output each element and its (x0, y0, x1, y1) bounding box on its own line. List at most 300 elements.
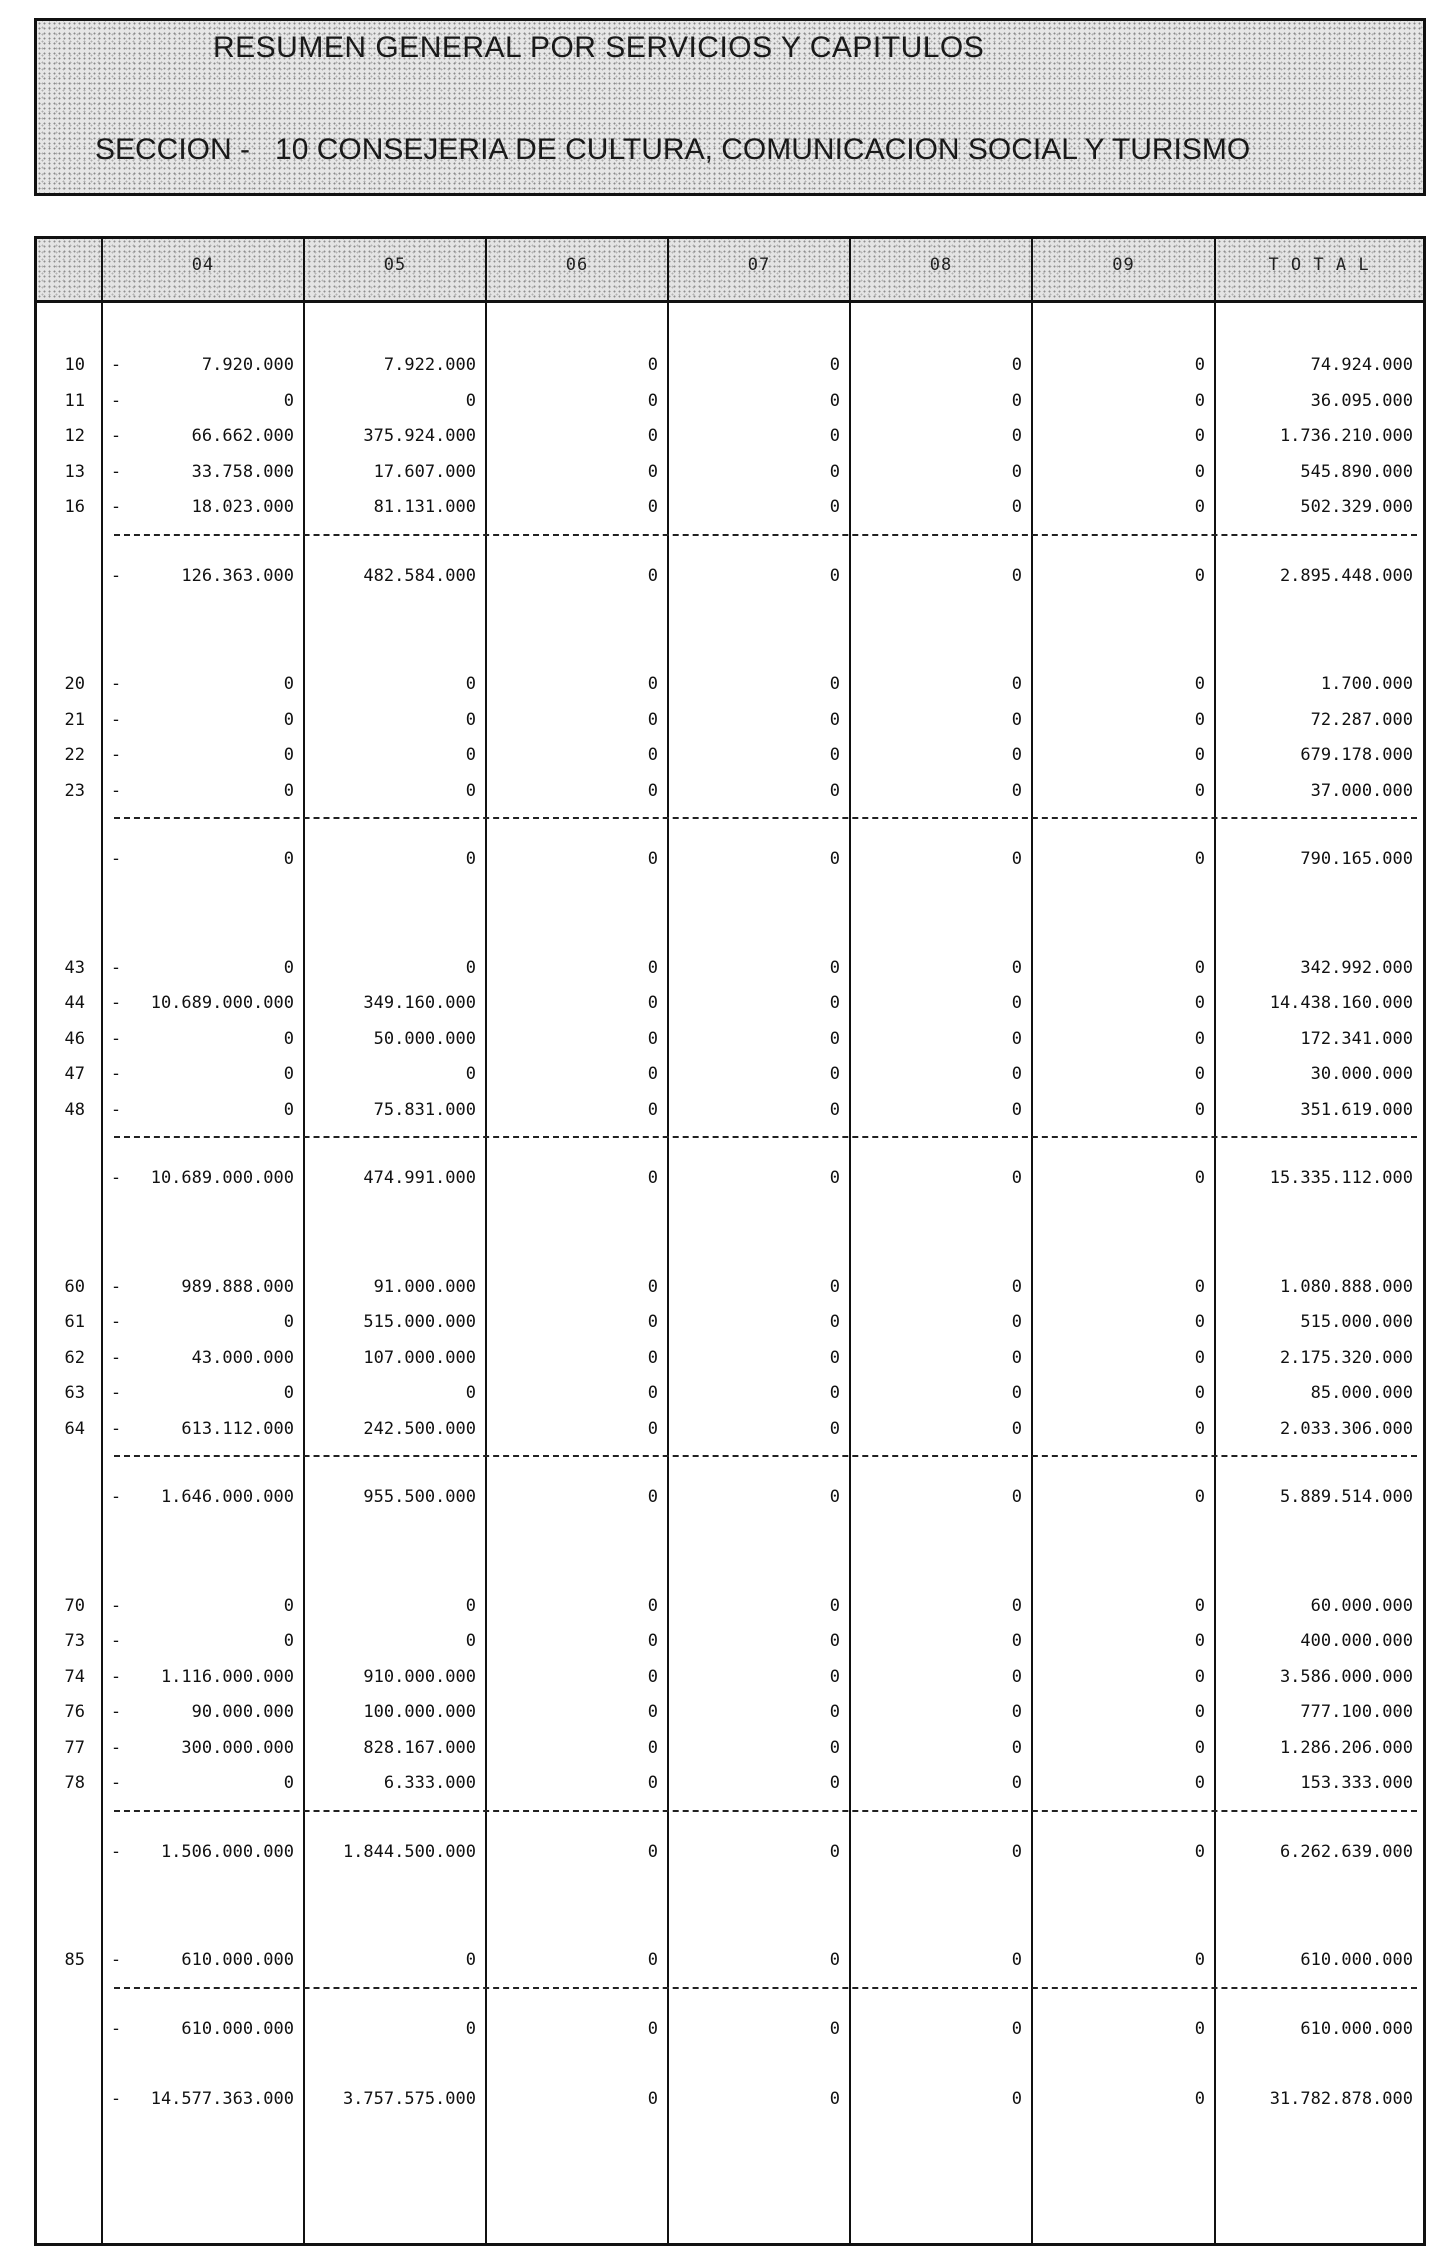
table-cell: 0 (283, 1064, 294, 1084)
table-cell: 610.000.000 (181, 1950, 294, 1970)
column-header: 05 (383, 255, 407, 275)
row-dash: - (110, 1595, 122, 1616)
section-name: 10 CONSEJERIA DE CULTURA, COMUNICACION SOCIAL Y TURISMO (275, 133, 1251, 166)
table-cell: 910.000.000 (363, 1666, 476, 1687)
table-cell: 0 (647, 1418, 658, 1439)
row-code: 21 (64, 709, 85, 730)
report-header (34, 18, 1426, 196)
column-divider (667, 239, 669, 2243)
table-cell: 0 (829, 674, 840, 694)
row-dash: - (110, 565, 122, 586)
table-cell: 1.080.888.000 (1279, 1276, 1413, 1297)
table-cell: 0 (1194, 497, 1205, 517)
row-code: 10 (64, 355, 85, 375)
table-cell: 0 (1011, 1666, 1022, 1687)
table-cell: 0 (283, 709, 294, 730)
table-cell: 1.286.206.000 (1279, 1737, 1413, 1758)
subtotal-cell: 955.500.000 (363, 1487, 476, 1507)
table-cell: 0 (465, 957, 476, 978)
table-cell: 0 (1011, 1950, 1022, 1970)
table-cell: 0 (829, 426, 840, 446)
table-cell: 0 (829, 1099, 840, 1120)
table-cell: 0 (647, 1347, 658, 1368)
subtotal-cell: 0 (1194, 1841, 1205, 1862)
row-code: 16 (64, 497, 85, 517)
table-cell: 91.000.000 (373, 1276, 476, 1297)
subtotal-cell: 0 (829, 849, 840, 869)
subtotal-cell: 1.646.000.000 (160, 1487, 294, 1507)
section-line (95, 133, 1250, 167)
subtotal-cell: 0 (647, 1841, 658, 1862)
table-cell: 0 (1011, 1773, 1022, 1793)
table-cell: 0 (1011, 1312, 1022, 1332)
table-cell: 1.736.210.000 (1279, 426, 1413, 446)
table-cell: 0 (647, 1028, 658, 1049)
row-code: 70 (64, 1595, 85, 1616)
table-cell: 0 (1194, 1064, 1205, 1084)
table-cell: 0 (1011, 355, 1022, 375)
subtotal-cell: 0 (647, 1487, 658, 1507)
column-header: 09 (1112, 255, 1135, 275)
subtotal-separator (114, 1136, 1417, 1138)
table-cell: 37.000.000 (1310, 780, 1413, 801)
subtotal-separator (114, 534, 1417, 536)
table-cell: 1.700.000 (1320, 674, 1413, 694)
subtotal-cell: 1.844.500.000 (342, 1841, 476, 1862)
column-header: 07 (747, 255, 771, 275)
table-cell: 0 (1011, 1418, 1022, 1439)
row-dash: - (110, 1099, 122, 1120)
row-code: 20 (64, 674, 85, 694)
subtotal-cell: 0 (1194, 565, 1205, 586)
table-cell: 0 (829, 1631, 840, 1651)
table-cell: 0 (829, 709, 840, 730)
grand-total-cell: 0 (1194, 2089, 1205, 2109)
row-dash: - (110, 1168, 122, 1188)
table-cell: 0 (1194, 1702, 1205, 1722)
table-cell: 0 (1011, 1276, 1022, 1297)
table-cell: 349.160.000 (363, 993, 476, 1013)
subtotal-cell: 6.262.639.000 (1279, 1841, 1413, 1862)
table-cell: 75.831.000 (373, 1099, 476, 1120)
row-dash: - (110, 674, 122, 694)
table-cell: 74.924.000 (1310, 355, 1413, 375)
table-cell: 81.131.000 (373, 497, 476, 517)
table-cell: 0 (829, 1702, 840, 1722)
table-cell: 0 (283, 745, 294, 765)
grand-total-cell: 31.782.878.000 (1269, 2089, 1413, 2109)
table-cell: 0 (465, 745, 476, 765)
section-label: SECCION - (95, 133, 251, 166)
table-cell: 342.992.000 (1300, 957, 1413, 978)
grand-total-cell: 0 (647, 2089, 658, 2109)
row-code: 63 (64, 1383, 85, 1403)
subtotal-cell: 0 (829, 1168, 840, 1188)
row-dash: - (110, 709, 122, 730)
table-cell: 0 (1011, 1028, 1022, 1049)
table-cell: 85.000.000 (1310, 1383, 1413, 1403)
table-cell: 100.000.000 (363, 1702, 476, 1722)
table-cell: 0 (1194, 390, 1205, 411)
table-cell: 0 (829, 390, 840, 411)
table-cell: 0 (829, 957, 840, 978)
table-cell: 0 (283, 1773, 294, 1793)
table-cell: 0 (465, 780, 476, 801)
table-cell: 0 (1194, 957, 1205, 978)
table-cell: 242.500.000 (363, 1418, 476, 1439)
table-cell: 3.586.000.000 (1279, 1666, 1413, 1687)
table-cell: 0 (1011, 1383, 1022, 1403)
row-dash: - (110, 1347, 122, 1368)
table-cell: 0 (647, 1773, 658, 1793)
row-code: 60 (64, 1276, 85, 1297)
table-cell: 0 (283, 957, 294, 978)
table-cell: 0 (647, 1064, 658, 1084)
table-cell: 0 (1011, 745, 1022, 765)
table-cell: 0 (1194, 1737, 1205, 1758)
subtotal-cell: 15.335.112.000 (1269, 1168, 1413, 1188)
table-cell: 0 (465, 1631, 476, 1651)
table-cell: 0 (1194, 1666, 1205, 1687)
table-cell: 0 (647, 426, 658, 446)
grand-total-cell: 3.757.575.000 (342, 2089, 476, 2109)
row-code: 23 (64, 780, 85, 801)
table-cell: 0 (283, 390, 294, 411)
subtotal-separator (114, 1987, 1417, 1989)
table-cell: 0 (1011, 993, 1022, 1013)
subtotal-cell: 0 (1194, 1168, 1205, 1188)
subtotal-cell: 790.165.000 (1300, 849, 1413, 869)
table-cell: 0 (283, 780, 294, 801)
table-cell: 0 (647, 1595, 658, 1616)
table-cell: 0 (283, 1099, 294, 1120)
table-cell: 0 (1194, 1276, 1205, 1297)
subtotal-cell: 610.000.000 (1300, 2018, 1413, 2039)
table-cell: 66.662.000 (191, 426, 294, 446)
row-dash: - (110, 1383, 122, 1403)
table-cell: 0 (1194, 1418, 1205, 1439)
table-cell: 0 (829, 1773, 840, 1793)
table-cell: 0 (829, 1666, 840, 1687)
table-cell: 613.112.000 (181, 1418, 294, 1439)
table-cell: 0 (647, 1737, 658, 1758)
table-cell: 545.890.000 (1300, 461, 1413, 482)
table-cell: 0 (1194, 1631, 1205, 1651)
table-cell: 0 (829, 1418, 840, 1439)
table-cell: 90.000.000 (191, 1702, 294, 1722)
row-dash: - (110, 1841, 122, 1862)
row-code: 74 (64, 1666, 85, 1687)
table-cell: 0 (829, 1064, 840, 1084)
subtotal-cell: 1.506.000.000 (160, 1841, 294, 1862)
row-dash: - (110, 849, 122, 869)
table-cell: 0 (465, 674, 476, 694)
subtotal-cell: 0 (1011, 849, 1022, 869)
table-cell: 777.100.000 (1300, 1702, 1413, 1722)
table-cell: 2.175.320.000 (1279, 1347, 1413, 1368)
table-cell: 0 (1011, 1737, 1022, 1758)
subtotal-cell: 0 (1194, 2018, 1205, 2039)
subtotal-cell: 0 (465, 2018, 476, 2039)
subtotal-cell: 482.584.000 (363, 565, 476, 586)
subtotal-cell: 0 (829, 1841, 840, 1862)
table-cell: 0 (283, 674, 294, 694)
table-cell: 14.438.160.000 (1269, 993, 1413, 1013)
table-cell: 0 (1011, 426, 1022, 446)
subtotal-separator (114, 817, 1417, 819)
subtotal-cell: 2.895.448.000 (1279, 565, 1413, 586)
table-cell: 0 (829, 1383, 840, 1403)
column-header: T O T A L (1268, 255, 1370, 275)
table-cell: 0 (1194, 709, 1205, 730)
table-cell: 515.000.000 (363, 1312, 476, 1332)
subtotal-cell: 610.000.000 (181, 2018, 294, 2039)
row-dash: - (110, 1276, 122, 1297)
table-cell: 0 (1011, 1595, 1022, 1616)
subtotal-cell: 0 (1194, 1487, 1205, 1507)
table-cell: 0 (1011, 709, 1022, 730)
row-dash: - (110, 426, 122, 446)
table-cell: 0 (647, 390, 658, 411)
table-cell: 0 (1011, 957, 1022, 978)
table-cell: 0 (829, 780, 840, 801)
column-divider (1031, 239, 1033, 2243)
row-code: 77 (64, 1737, 85, 1758)
table-cell: 6.333.000 (383, 1773, 476, 1793)
row-code: 13 (64, 461, 85, 482)
row-dash: - (110, 1773, 122, 1793)
table-cell: 0 (829, 461, 840, 482)
row-dash: - (110, 1028, 122, 1049)
column-divider (303, 239, 305, 2243)
table-cell: 0 (647, 780, 658, 801)
table-cell: 0 (829, 1737, 840, 1758)
row-dash: - (110, 1418, 122, 1439)
subtotal-cell: 0 (829, 2018, 840, 2039)
table-cell: 0 (647, 1631, 658, 1651)
subtotal-cell: 0 (1194, 849, 1205, 869)
subtotal-cell: 0 (1011, 1168, 1022, 1188)
row-dash: - (110, 2089, 122, 2109)
table-cell: 36.095.000 (1310, 390, 1413, 411)
table-cell: 107.000.000 (363, 1347, 476, 1368)
table-cell: 0 (829, 1595, 840, 1616)
table-cell: 828.167.000 (363, 1737, 476, 1758)
subtotal-cell: 474.991.000 (363, 1168, 476, 1188)
table-cell: 0 (1011, 1702, 1022, 1722)
table-cell: 0 (1194, 1347, 1205, 1368)
subtotal-cell: 10.689.000.000 (150, 1168, 294, 1188)
table-cell: 0 (647, 709, 658, 730)
table-cell: 0 (829, 1312, 840, 1332)
row-code: 64 (64, 1418, 85, 1439)
row-dash: - (110, 1312, 122, 1332)
row-code: 61 (64, 1312, 85, 1332)
subtotal-cell: 5.889.514.000 (1279, 1487, 1413, 1507)
table-cell: 0 (1011, 1099, 1022, 1120)
grand-total-cell: 0 (829, 2089, 840, 2109)
table-cell: 0 (1011, 390, 1022, 411)
table-cell: 0 (647, 1276, 658, 1297)
table-cell: 0 (647, 993, 658, 1013)
table-cell: 0 (829, 745, 840, 765)
row-dash: - (110, 1064, 122, 1084)
row-dash: - (110, 957, 122, 978)
table-cell: 0 (829, 1950, 840, 1970)
table-cell: 989.888.000 (181, 1276, 294, 1297)
row-dash: - (110, 497, 122, 517)
row-code: 44 (64, 993, 85, 1013)
table-cell: 0 (1194, 780, 1205, 801)
table-cell: 0 (829, 355, 840, 375)
row-code: 76 (64, 1702, 85, 1722)
column-header: 04 (191, 255, 215, 275)
subtotal-cell: 0 (1011, 2018, 1022, 2039)
table-cell: 0 (647, 355, 658, 375)
table-cell: 0 (647, 1666, 658, 1687)
row-code: 22 (64, 745, 85, 765)
subtotal-cell: 0 (647, 849, 658, 869)
table-cell: 10.689.000.000 (150, 993, 294, 1013)
subtotal-cell: 0 (1011, 1487, 1022, 1507)
row-code: 12 (64, 426, 85, 446)
table-cell: 0 (1194, 1383, 1205, 1403)
table-cell: 0 (647, 957, 658, 978)
table-cell: 1.116.000.000 (160, 1666, 294, 1687)
table-cell: 0 (1194, 674, 1205, 694)
table-cell: 0 (647, 1950, 658, 1970)
table-cell: 0 (647, 1383, 658, 1403)
table-cell: 0 (1194, 1773, 1205, 1793)
table-cell: 50.000.000 (373, 1028, 476, 1049)
table-cell: 60.000.000 (1310, 1595, 1413, 1616)
row-dash: - (110, 461, 122, 482)
row-dash: - (110, 2018, 122, 2039)
table-cell: 0 (1011, 674, 1022, 694)
row-code: 85 (64, 1950, 85, 1970)
row-dash: - (110, 745, 122, 765)
column-divider (1214, 239, 1216, 2243)
table-cell: 0 (1194, 1595, 1205, 1616)
table-cell: 0 (1194, 745, 1205, 765)
table-cell: 0 (1011, 1064, 1022, 1084)
column-divider (485, 239, 487, 2243)
table-cell: 610.000.000 (1300, 1950, 1413, 1970)
table-cell: 0 (1194, 1312, 1205, 1332)
table-cell: 0 (1194, 355, 1205, 375)
table-cell: 351.619.000 (1300, 1099, 1413, 1120)
table-cell: 0 (465, 390, 476, 411)
subtotal-separator (114, 1810, 1417, 1812)
row-code: 46 (64, 1028, 85, 1049)
row-dash: - (110, 1487, 122, 1507)
table-cell: 0 (1194, 461, 1205, 482)
table-cell: 0 (283, 1595, 294, 1616)
table-cell: 0 (1011, 780, 1022, 801)
row-dash: - (110, 1631, 122, 1651)
table-cell: 0 (647, 1099, 658, 1120)
table-cell: 0 (829, 1347, 840, 1368)
subtotal-separator (114, 1455, 1417, 1457)
table-cell: 0 (1194, 1028, 1205, 1049)
table-cell: 0 (829, 1276, 840, 1297)
table-cell: 0 (647, 497, 658, 517)
table-cell: 2.033.306.000 (1279, 1418, 1413, 1439)
table-cell: 0 (465, 1950, 476, 1970)
row-code: 43 (64, 957, 85, 978)
row-dash: - (110, 1737, 122, 1758)
table-cell: 0 (1011, 1631, 1022, 1651)
subtotal-cell: 0 (1011, 565, 1022, 586)
row-dash: - (110, 1666, 122, 1687)
table-cell: 0 (647, 1702, 658, 1722)
table-cell: 17.607.000 (373, 461, 476, 482)
table-cell: 7.922.000 (383, 355, 476, 375)
table-cell: 0 (647, 461, 658, 482)
table-cell: 0 (465, 1383, 476, 1403)
table-cell: 0 (1011, 497, 1022, 517)
table-cell: 400.000.000 (1300, 1631, 1413, 1651)
table-cell: 0 (283, 1312, 294, 1332)
table-cell: 0 (1194, 1099, 1205, 1120)
table-cell: 172.341.000 (1300, 1028, 1413, 1049)
subtotal-cell: 0 (647, 2018, 658, 2039)
table-cell: 0 (829, 993, 840, 1013)
row-code: 62 (64, 1347, 85, 1368)
table-cell: 0 (1194, 426, 1205, 446)
table-cell: 0 (647, 674, 658, 694)
row-dash: - (110, 355, 122, 375)
table-cell: 0 (283, 1028, 294, 1049)
column-header: 06 (565, 255, 589, 275)
table-cell: 72.287.000 (1310, 709, 1413, 730)
subtotal-cell: 0 (829, 565, 840, 586)
table-cell: 300.000.000 (181, 1737, 294, 1758)
table-cell: 375.924.000 (363, 426, 476, 446)
subtotal-cell: 0 (465, 849, 476, 869)
table-cell: 0 (1194, 1950, 1205, 1970)
table-cell: 0 (465, 1595, 476, 1616)
budget-table (34, 236, 1426, 2246)
table-cell: 33.758.000 (191, 461, 294, 482)
row-code: 48 (64, 1099, 85, 1120)
subtotal-cell: 0 (647, 565, 658, 586)
table-cell: 0 (1194, 993, 1205, 1013)
subtotal-cell: 126.363.000 (181, 565, 294, 586)
grand-total-cell: 14.577.363.000 (150, 2089, 294, 2109)
table-cell: 18.023.000 (191, 497, 294, 517)
table-cell: 7.920.000 (201, 355, 294, 375)
row-dash: - (110, 780, 122, 801)
table-cell: 502.329.000 (1300, 497, 1413, 517)
table-cell: 0 (647, 745, 658, 765)
row-dash: - (110, 1950, 122, 1970)
subtotal-cell: 0 (1011, 1841, 1022, 1862)
column-divider (101, 239, 103, 2243)
row-code: 11 (64, 390, 85, 411)
grand-total-cell: 0 (1011, 2089, 1022, 2109)
row-code: 78 (64, 1773, 85, 1793)
table-cell: 0 (1011, 461, 1022, 482)
table-cell: 679.178.000 (1300, 745, 1413, 765)
table-cell: 153.333.000 (1300, 1773, 1413, 1793)
table-cell: 0 (829, 1028, 840, 1049)
table-cell: 0 (1011, 1347, 1022, 1368)
column-divider (849, 239, 851, 2243)
table-cell: 0 (829, 497, 840, 517)
table-cell: 0 (283, 1631, 294, 1651)
subtotal-cell: 0 (283, 849, 294, 869)
